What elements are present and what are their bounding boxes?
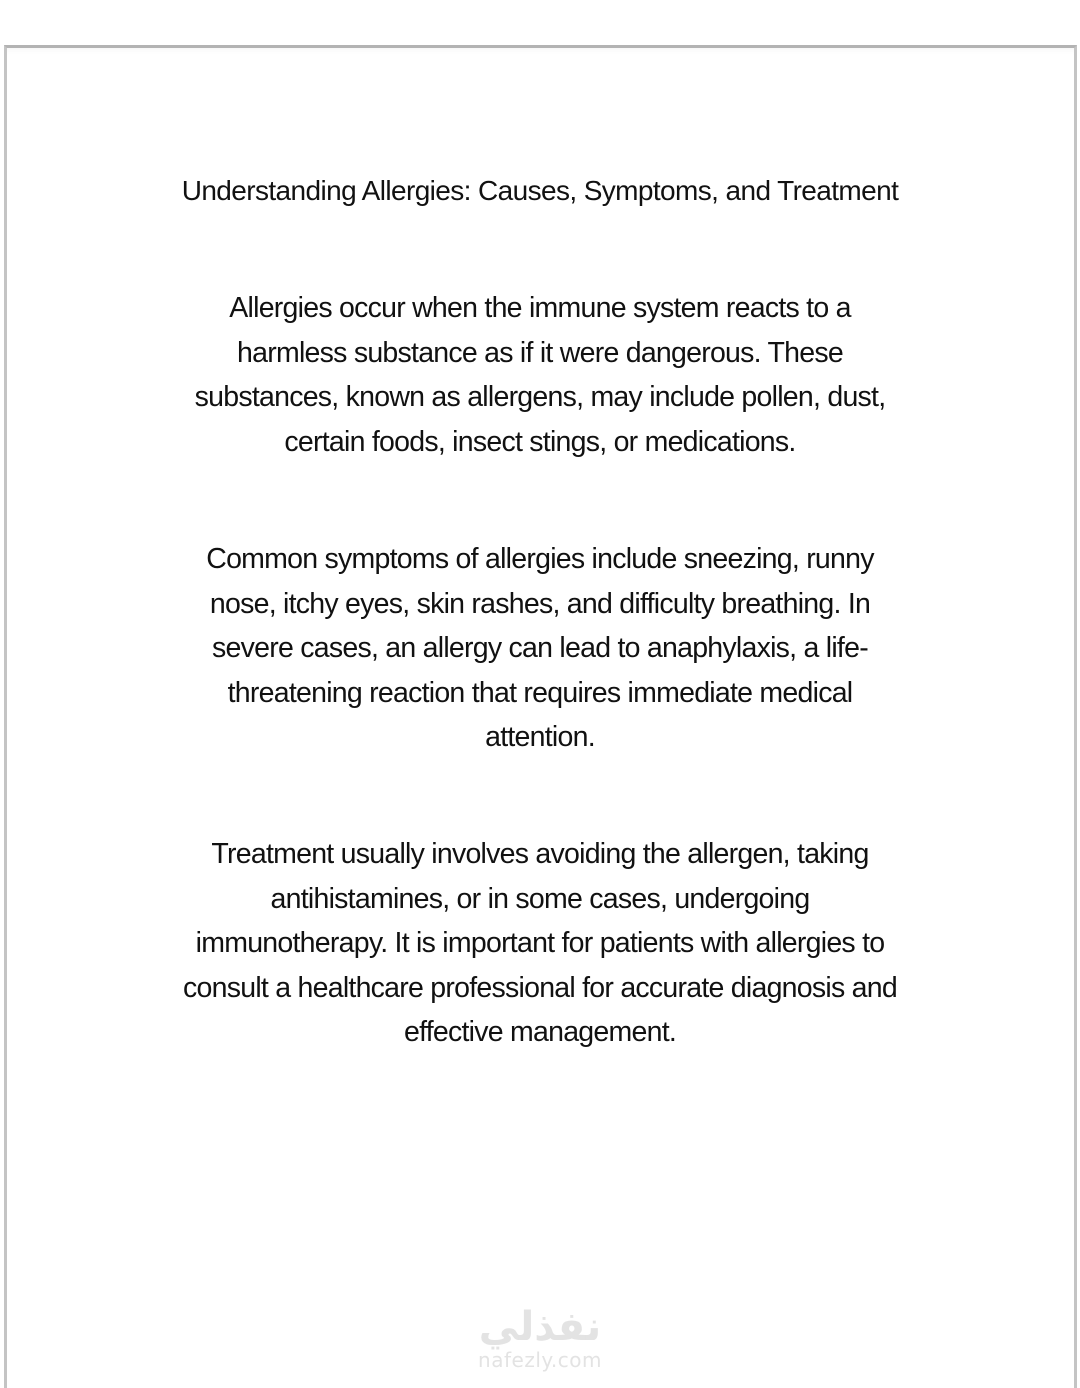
paragraph-line: severe cases, an allergy can lead to anaphylaxis, a life- — [212, 632, 868, 665]
paragraph-line: antihistamines, or in some cases, undergoing — [270, 882, 810, 915]
watermark-url-text: nafezly.com — [478, 1348, 602, 1372]
paragraph-line: certain foods, insect stings, or medications. — [284, 425, 796, 458]
paragraph-line: immunotherapy. It is important for patients with allergies to — [195, 927, 885, 960]
paragraph-treatment — [0, 832, 1080, 1055]
paragraph-line: harmless substance as if it were dangerous. These — [237, 336, 843, 369]
paragraph-line: threatening reaction that requires immediate medical — [227, 676, 853, 709]
paragraph-line: consult a healthcare professional for accurate diagnosis and — [183, 971, 897, 1004]
paragraph-symptoms — [0, 537, 1080, 760]
paragraph-line: nose, itchy eyes, skin rashes, and difficulty breathing. In — [209, 587, 871, 620]
watermark-arabic-text: نفذلي — [478, 1304, 602, 1350]
paragraph-line: effective management. — [403, 1016, 677, 1049]
watermark-logo — [470, 1305, 610, 1371]
paragraph-line: Common symptoms of allergies include sneezing, runny — [206, 543, 874, 575]
paragraph-causes — [0, 286, 1080, 464]
paragraph-line: attention. — [485, 721, 595, 754]
document-title: Understanding Allergies: Causes, Symptoms, and Treatment — [181, 175, 899, 206]
paragraph-line: Allergies occur when the immune system reacts to a — [229, 292, 851, 324]
paragraph-line: Treatment usually involves avoiding the allergen, taking — [211, 838, 869, 870]
paragraph-line: substances, known as allergens, may include pollen, dust, — [194, 381, 886, 414]
